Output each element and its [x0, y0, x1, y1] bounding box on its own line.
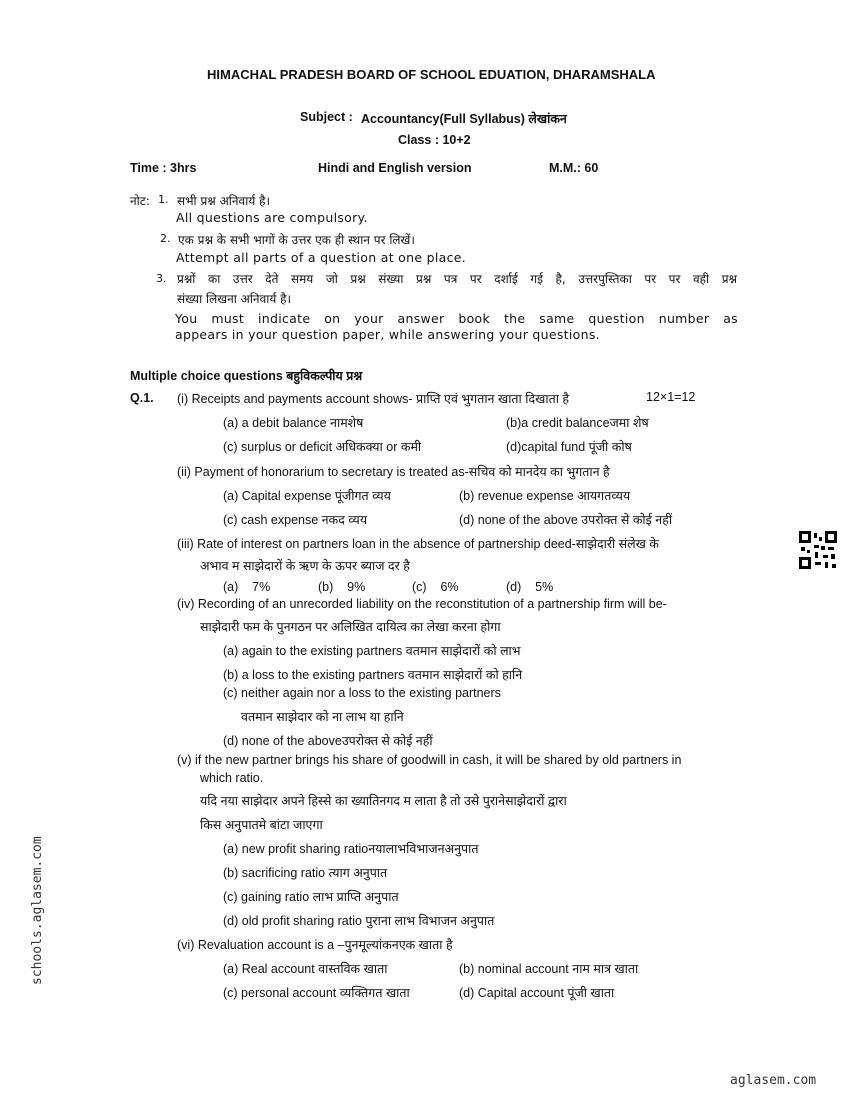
question-i-option-d: (d)capital fund पूंजी कोष [506, 440, 632, 454]
question-vi-option-c: (c) personal account व्यक्तिगत खाता [223, 986, 410, 1000]
note-1-english: All questions are compulsory. [176, 210, 368, 225]
question-iii-option-d: (d) 5% [506, 580, 554, 594]
question-v-hindi-line1: यदि नया साझेदार अपने हिस्से का ख्यातिनगद म लाता है तो उसे पुरानेसाझेदारों द्वारा [200, 794, 567, 808]
question-i-option-b: (b)a credit balanceजमा शेष [506, 416, 649, 430]
note-2-hindi: एक प्रश्न के सभी भागों के उत्तर एक ही स्थान पर लिखें। [178, 233, 415, 247]
question-vi-option-d: (d) Capital account पूंजी खाता [459, 986, 615, 1000]
question-iv-option-a: (a) again to the existing partners वतमान साझेदारों को लाभ [223, 644, 521, 658]
note-3-number: 3. [156, 272, 167, 285]
question-ii-option-d: (d) none of the above उपरोक्त से कोई नहीं [459, 513, 673, 527]
question-ii-option-c: (c) cash expense नकद व्यय [223, 513, 368, 527]
question-ii-option-b: (b) revenue expense आयगतव्यय [459, 489, 631, 503]
question-iv-text-line1: (iv) Recording of an unrecorded liability on the reconstitution of a partnership firm will be- [177, 597, 667, 611]
footer-watermark: aglasem.com [730, 1073, 817, 1088]
question-number: Q.1. [130, 391, 154, 405]
note-prefix: नोट: [130, 194, 150, 208]
question-v-text-line2: which ratio. [200, 771, 264, 785]
qr-code-icon [799, 531, 837, 569]
max-marks: M.M.: 60 [549, 161, 599, 175]
question-i-text: (i) Receipts and payments account shows- प्राप्ति एवं भुगतान खाता दिखाता है [177, 392, 570, 406]
note-1-hindi: सभी प्रश्न अनिवार्य है। [177, 194, 271, 208]
question-iv-option-c-line2: वतमान साझेदार को ना लाभ या हानि [241, 710, 404, 724]
note-1-number: 1. [158, 193, 169, 206]
question-iii-option-b: (b) 9% [318, 580, 366, 594]
question-marks: 12×1=12 [646, 390, 696, 404]
subject-label: Subject : [300, 110, 353, 124]
question-v-option-d: (d) old profit sharing ratio पुराना लाभ विभाजन अनुपात [223, 914, 495, 928]
question-i-option-a: (a) a debit balance नामशेष [223, 416, 364, 430]
question-iii-option-a: (a) 7% [223, 580, 271, 594]
question-iv-text-line2: साझेदारी फम के पुनगठन पर अलिखित दायित्व का लेखा करना होगा [200, 620, 501, 634]
question-ii-option-a: (a) Capital expense पूंजीगत व्यय [223, 489, 391, 503]
question-ii-text: (ii) Payment of honorarium to secretary is treated as-सचिव को मानदेय का भुगतान है [177, 465, 610, 479]
note-3-hindi-line2: संख्या लिखना अनिवार्य है। [177, 292, 292, 306]
question-i-option-c: (c) surplus or deficit अधिकक्या or कमी [223, 440, 422, 454]
question-v-hindi-line2: किस अनुपातमे बांटा जाएगा [200, 818, 323, 832]
subject-value: Accountancy(Full Syllabus) लेखांकन [361, 112, 567, 126]
question-vi-text: (vi) Revaluation account is a –पुनमूल्यांकनएक खाता है [177, 938, 453, 952]
question-iv-option-d: (d) none of the aboveउपरोक्त से कोई नहीं [223, 734, 433, 748]
question-vi-option-a: (a) Real account वास्तविक खाता [223, 962, 388, 976]
section-heading: Multiple choice questions बहुविकल्पीय प्रश्न [130, 369, 363, 383]
question-v-option-a: (a) new profit sharing ratioनयालाभविभाजनअनुपात [223, 842, 479, 856]
note-2-english: Attempt all parts of a question at one place. [176, 250, 467, 265]
time-label: Time : 3hrs [130, 161, 197, 175]
question-v-text-line1: (v) if the new partner brings his share of goodwill in cash, it will be shared by old partners in [177, 753, 682, 767]
board-title: HIMACHAL PRADESH BOARD OF SCHOOL EDUATION, DHARAMSHALA [207, 67, 656, 82]
question-vi-option-b: (b) nominal account नाम मात्र खाता [459, 962, 639, 976]
question-iii-text-line1: (iii) Rate of interest on partners loan in the absence of partnership deed-साझेदारी संलेख के [177, 537, 659, 551]
side-watermark: schools.aglasem.com [30, 836, 45, 985]
class-label: Class : 10+2 [398, 133, 471, 147]
note-3-hindi-line1: प्रश्नों का उत्तर देते समय जो प्रश्न संख्या प्रश्न पत्र पर दर्शाई गई है, उत्तरपुस्तिका पर पर वही प्रश्न [177, 272, 737, 286]
question-iii-option-c: (c) 6% [412, 580, 459, 594]
question-iii-text-line2: अभाव म साझेदारों के ऋण के ऊपर ब्याज दर है [200, 559, 410, 573]
question-v-option-b: (b) sacrificing ratio त्याग अनुपात [223, 866, 388, 880]
question-v-option-c: (c) gaining ratio लाभ प्राप्ति अनुपात [223, 890, 399, 904]
note-2-number: 2. [160, 232, 171, 245]
question-iv-option-b: (b) a loss to the existing partners वतमान साझेदारों को हानि [223, 668, 523, 682]
note-3-english-line1: You must indicate on your answer book the same question number as [175, 311, 738, 326]
version-label: Hindi and English version [318, 161, 472, 175]
question-iv-option-c-line1: (c) neither again nor a loss to the existing partners [223, 686, 501, 700]
note-3-english-line2: appears in your question paper, while answering your questions. [175, 327, 600, 342]
